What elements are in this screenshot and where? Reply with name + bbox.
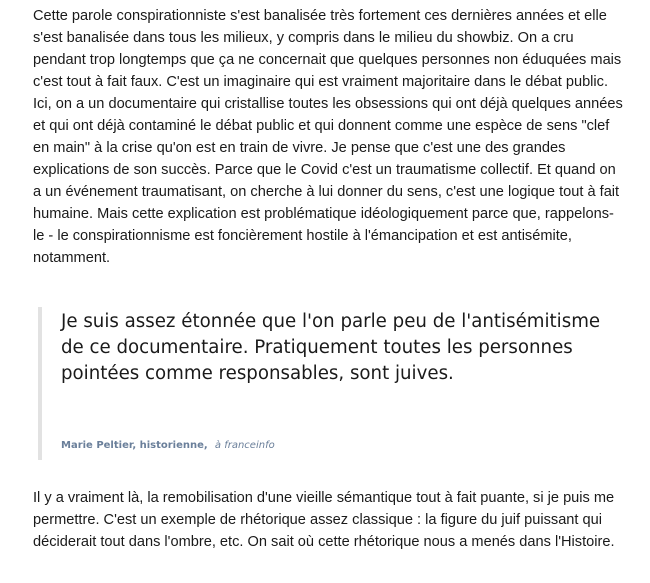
article-paragraph: Il y a vraiment là, la remobilisation d'une vieille sémantique tout à fait puante, si je puis me permettre. C'est un exemple de rhétorique assez classique : la figure du juif puissant qui déciderait tout dans l'ombre, etc. On sait où cette rhétorique nous a menés dans l'Histoire. — [33, 490, 615, 550]
article-paragraph: Cette parole conspirationniste s'est banalisée très fortement ces dernières années et elle s'est banalisée dans tous les milieux, y compris dans le milieu du showbiz. On a cru pendant trop longtemps que ça ne concernait que quelques personnes non éduquées mais c'est tout à fait faux. C'est un imaginaire qui est vraiment majoritaire dans le débat public. Ici, on a un documentaire qui cristallise toutes les obsessions qui ont déjà quelques années et qui ont déjà contaminé le débat public et qui donnent comme une espèce de sens "clef en main" à la crise qu'on est en train de vivre. Je pense que c'est une des grandes explications de son succès. Parce que le Covid c'est un traumatisme collectif. Et quand on a un événement traumatisant, on cherche à lui donner du sens, c'est une logique tout à fait humaine. Mais cette explication est problématique idéologiquement parce que, rappelons-le - le conspirationnisme est foncièrement hostile à l'émancipation et est antisémite, notamment. — [33, 8, 623, 266]
quote-text: Je suis assez étonnée que l'on parle peu de l'antisémitisme de ce documentaire. Pratiquement toutes les personnes pointées comme responsables, sont juives. — [61, 311, 601, 384]
quote-author: Marie Peltier, historienne, — [61, 440, 208, 451]
pull-quote — [38, 307, 623, 460]
quote-medium: à franceinfo — [214, 440, 275, 451]
quote-source — [61, 440, 275, 451]
